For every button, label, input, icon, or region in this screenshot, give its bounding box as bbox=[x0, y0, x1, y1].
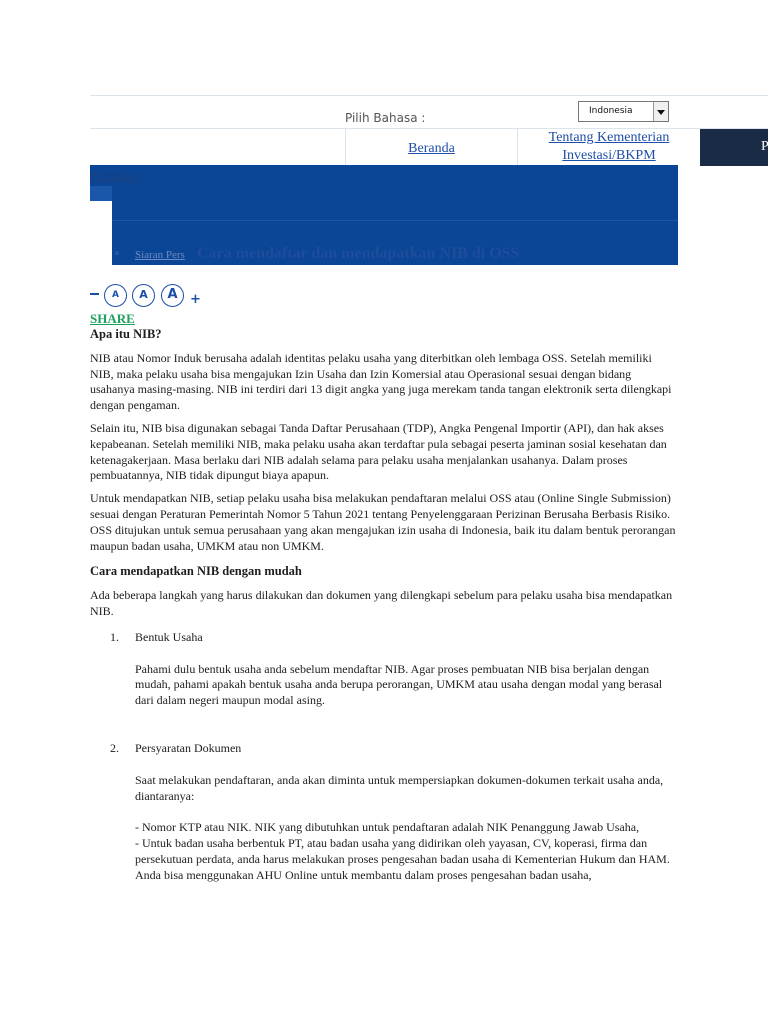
article-paragraph: Selain itu, NIB bisa digunakan sebagai Tanda Daftar Perusahaan (TDP), Angka Pengenal Importir (API), dan hak akses kepabeanan. Setelah memiliki NIB, maka pelaku usaha akan terdaftar pula sebagai peserta jaminan sosial kesehatan dan ketenagakerjaan. Masa berlaku dari NIB adalah selama para pelaku usaha menjalankan usahanya. Dalam proses pembuatannya, NIB tidak dipungut biaya apapun. bbox=[90, 420, 667, 483]
list-item-number: 2. bbox=[110, 740, 119, 755]
nav-active-label: P bbox=[761, 139, 769, 154]
font-medium-button[interactable]: A bbox=[132, 284, 155, 307]
banner-strip bbox=[90, 186, 112, 201]
list-item bbox=[90, 741, 678, 884]
nav-item-about[interactable] bbox=[517, 129, 700, 166]
article-paragraph: NIB atau Nomor Induk berusaha adalah identitas pelaku usaha yang diterbitkan oleh lembaga OSS. Setelah memiliki NIB, maka pelaku usaha bisa mengajukan Izin Usaha dan Izin Komersial atau Operasional sesuai dengan bidang usahanya masing-masing. NIB ini terdiri dari 13 digit angka yang juga merekam tanda tangan elektronik serta dilengkapi dengan pengaman. bbox=[90, 350, 672, 413]
font-small-button[interactable]: A bbox=[104, 284, 127, 307]
language-select-value: Indonesia bbox=[589, 106, 633, 116]
decrease-font-button[interactable] bbox=[90, 293, 99, 295]
language-label: Pilih Bahasa : bbox=[345, 111, 426, 125]
article-paragraph: Untuk mendapatkan NIB, setiap pelaku usaha bisa melakukan pendaftaran melalui OSS atau (Online Single Submission) sesuai dengan Peraturan Pemerintah Nomor 5 Tahun 2021 tentang Penyelenggaraan Perizinan Berusaha Berbasis Risiko. OSS ditujukan untuk semua perusahaan yang akan mengajukan izin usaha di Indonesia, baik itu dalam bentuk perorangan maupun badan usaha, UMKM atau non UMKM. bbox=[90, 491, 676, 553]
page-banner bbox=[90, 165, 678, 265]
article-body bbox=[90, 327, 678, 884]
list-item-subitem: - Nomor KTP atau NIK. NIK yang dibutuhkan untuk pendaftaran adalah NIK Penanggung Jawab Usaha, bbox=[135, 820, 640, 835]
breadcrumb-publikasi[interactable]: Publikasi bbox=[90, 168, 139, 183]
page-title: Cara mendaftar dan mendapatkan NIB di OSS bbox=[197, 245, 520, 262]
header-divider bbox=[90, 95, 768, 96]
nav-item-home[interactable] bbox=[345, 129, 517, 166]
chevron-down-icon[interactable] bbox=[653, 102, 668, 121]
increase-font-button[interactable]: + bbox=[190, 292, 201, 307]
list-item-number: 1. bbox=[110, 629, 119, 644]
share-link[interactable]: SHARE bbox=[90, 311, 135, 326]
main-nav bbox=[90, 128, 768, 166]
article-subheading: Cara mendapatkan NIB dengan mudah bbox=[90, 564, 302, 579]
nav-link-about[interactable]: Tentang Kementerian Investasi/BKPM bbox=[548, 130, 670, 163]
nav-link-home[interactable]: Beranda bbox=[408, 141, 455, 156]
list-item-title: Bentuk Usaha bbox=[135, 629, 203, 644]
breadcrumb-siaran-pers[interactable]: Siaran Pers bbox=[135, 249, 185, 261]
list-item-subitem: - Untuk badan usaha berbentuk PT, atau badan usaha yang didirikan oleh yayasan, CV, koperasi, firma dan persekutuan perdata, anda harus melakukan proses pengesahan badan usaha di Kementerian Hukum dan HAM. Anda bisa menggunakan AHU Online untuk membantu dalam proses pengesahan badan usaha, bbox=[135, 836, 670, 882]
list-item-body: Saat melakukan pendaftaran, anda akan diminta untuk mempersiapkan dokumen-dokumen terkait usaha anda, diantaranya: bbox=[135, 772, 664, 803]
list-item-title: Persyaratan Dokumen bbox=[135, 740, 242, 755]
nav-item-active[interactable] bbox=[700, 129, 768, 166]
article-paragraph: Ada beberapa langkah yang harus dilakukan dan dokumen yang dilengkapi sebelum para pelaku usaha bisa mendapatkan NIB. bbox=[90, 588, 673, 618]
breadcrumb-bullet bbox=[115, 251, 119, 255]
article-heading: Apa itu NIB? bbox=[90, 327, 162, 341]
font-large-button[interactable]: A bbox=[161, 284, 184, 307]
list-item bbox=[90, 630, 678, 709]
language-select[interactable] bbox=[578, 101, 669, 122]
banner-gap bbox=[90, 201, 112, 265]
list-item-body: Pahami dulu bentuk usaha anda sebelum mendaftar NIB. Agar proses pembuatan NIB bisa berjalan dengan mudah, pahami apakah bentuk usaha anda berupa perorangan, UMKM atau usaha dengan modal yang berasal dari dalam negeri maupun modal asing. bbox=[135, 661, 663, 708]
banner-divider bbox=[112, 220, 678, 221]
